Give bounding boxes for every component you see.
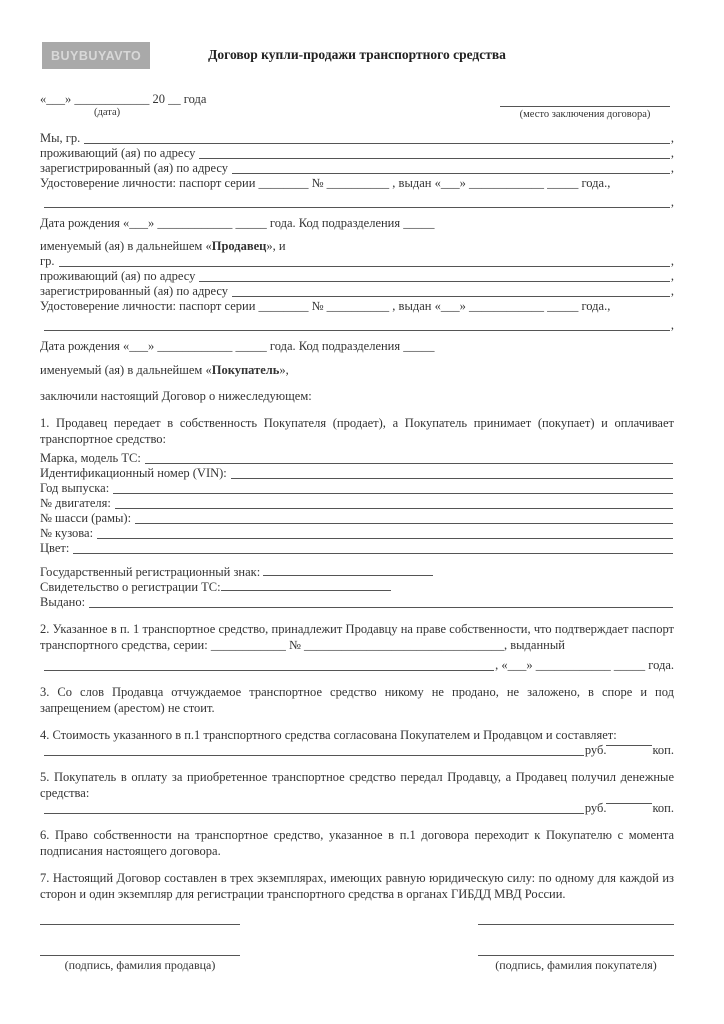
buyer-residing-row <box>40 269 674 284</box>
seller-residing-label: проживающий (ая) по адресу <box>40 146 196 160</box>
issued-label: Выдано: <box>40 595 86 609</box>
buyer-registered-label: зарегистрированный (ая) по адресу <box>40 284 229 298</box>
field-vin-blank <box>231 466 673 479</box>
registration-fields <box>40 565 674 610</box>
buyer-name-label: гр. <box>40 254 55 268</box>
buyer-signature-line-2 <box>478 955 674 956</box>
buyer-passport-line: Удостоверение личности: паспорт серии ________ № __________ , выдан «___» ____________ _____ года., <box>40 299 611 313</box>
document-header <box>40 42 674 74</box>
comma: , <box>670 161 674 175</box>
clause-6: 6. Право собственности на транспортное средство, указанное в п.1 договора переходит к Покупателю с момента подписания настоящего договора. <box>40 828 674 858</box>
buyer-named-prefix: именуемый (ая) в дальнейшем « <box>40 363 212 377</box>
field-make-model <box>40 451 674 466</box>
place-blank-line <box>500 94 670 107</box>
buyer-name-blank <box>59 254 670 267</box>
reg-cert-label: Свидетельство о регистрации ТС: <box>40 580 221 594</box>
buyer-birth-line: Дата рождения «___» ____________ _____ года. Код подразделения _____ <box>40 339 435 353</box>
seller-signature-block <box>40 924 240 973</box>
seller-residing-blank <box>199 146 669 159</box>
field-chassis-no-label: № шасси (рамы): <box>40 511 132 525</box>
seller-name-label: Мы, гр. <box>40 131 81 145</box>
buyer-named-line <box>40 363 674 378</box>
seller-passport-extra-row <box>40 195 674 210</box>
seller-registered-label: зарегистрированный (ая) по адресу <box>40 161 229 175</box>
seller-passport-line: Удостоверение личности: паспорт серии ________ № __________ , выдан «___» ____________ _____ года., <box>40 176 611 190</box>
preamble: заключили настоящий Договор о нижеследующем: <box>40 389 312 403</box>
field-chassis-no-blank <box>135 511 673 524</box>
clause-5-kopecks-blank <box>606 801 652 804</box>
clause-2-tail-text: , «___» ____________ _____ года. <box>495 658 674 672</box>
buyer-passport-extra-row <box>40 318 674 333</box>
comma: , <box>670 254 674 268</box>
comma: , <box>670 131 674 145</box>
field-vin-label: Идентификационный номер (VIN): <box>40 466 227 480</box>
clause-7: 7. Настоящий Договор составлен в трех экземплярах, имеющих равную юридическую силу: по одному для каждой из сторон и один экземпляр для регистрации транспортного средства в органах ГИБДД МВД России. <box>40 871 674 901</box>
buyer-signature-caption: (подпись, фамилия покупателя) <box>495 958 657 972</box>
field-make-model-blank <box>145 451 673 464</box>
buyer-registered-blank <box>232 284 670 297</box>
clause-4-kopecks-blank <box>606 743 652 746</box>
signatures-section <box>40 924 674 973</box>
buyer-residing-label: проживающий (ая) по адресу <box>40 269 196 283</box>
field-vin <box>40 466 674 481</box>
seller-registered-blank <box>232 161 670 174</box>
seller-signature-line-2 <box>40 955 240 956</box>
field-chassis-no <box>40 511 674 526</box>
field-body-no-label: № кузова: <box>40 526 94 540</box>
field-year-blank <box>113 481 673 494</box>
reg-plate-row <box>40 565 674 580</box>
buyer-named-suffix: », <box>279 363 289 377</box>
field-make-model-label: Марка, модель ТС: <box>40 451 141 465</box>
buyer-section <box>40 254 674 378</box>
comma: , <box>670 318 674 332</box>
issued-blank <box>89 595 673 608</box>
clause-3: 3. Со слов Продавца отчуждаемое транспортное средство никому не продано, не заложено, в споре и под запрещением (арестом) не стоит. <box>40 685 674 715</box>
date-block <box>40 92 206 121</box>
field-engine-no-blank <box>115 496 673 509</box>
comma: , <box>670 284 674 298</box>
seller-residing-row <box>40 146 674 161</box>
buyer-name-row <box>40 254 674 269</box>
issued-row <box>40 595 674 610</box>
seller-name-row <box>40 131 674 146</box>
clause-2-tail-blank <box>44 658 494 671</box>
clause-1: 1. Продавец передает в собственность Покупателя (продает), а Покупатель принимает (покупает) и оплачивает транспортное средство: <box>40 416 674 446</box>
clause-4-amount-row <box>40 743 674 758</box>
clause-2: 2. Указанное в п. 1 транспортное средство, принадлежит Продавцу на праве собственности, что подтверждает паспорт транспортного средства, серии: ____________ № ________________________________, выданный <box>40 622 674 652</box>
document-title: Договор купли-продажи транспортного средства <box>208 47 506 62</box>
clause-2-tail-row <box>40 658 674 673</box>
dateline-row <box>40 92 674 121</box>
clause-4: 4. Стоимость указанного в п.1 транспортного средства согласована Покупателем и Продавцом и составляет: <box>40 728 617 742</box>
field-engine-no-label: № двигателя: <box>40 496 111 510</box>
seller-name-blank <box>84 131 670 144</box>
clause-5-amount-blank <box>44 801 584 814</box>
vehicle-fields <box>40 451 674 556</box>
field-body-no-blank <box>97 526 673 539</box>
seller-named-suffix: », и <box>266 239 286 253</box>
kop-label: коп. <box>652 743 674 757</box>
rub-label: руб. <box>584 743 607 757</box>
buybuyavto-logo: BUYBUYAVTO <box>42 42 150 69</box>
field-color <box>40 541 674 556</box>
place-block <box>496 92 674 121</box>
field-year <box>40 481 674 496</box>
field-body-no <box>40 526 674 541</box>
seller-named-line <box>40 239 674 254</box>
field-engine-no <box>40 496 674 511</box>
buyer-signature-block <box>478 924 674 973</box>
field-year-label: Год выпуска: <box>40 481 110 495</box>
reg-cert-row <box>40 580 674 595</box>
comma: , <box>670 146 674 160</box>
seller-named-prefix: именуемый (ая) в дальнейшем « <box>40 239 212 253</box>
buyer-term: Покупатель <box>211 363 280 377</box>
place-caption: (место заключения договора) <box>519 109 651 120</box>
seller-signature-caption: (подпись, фамилия продавца) <box>64 958 216 972</box>
reg-cert-blank <box>221 588 391 591</box>
date-caption: (дата) <box>94 107 121 118</box>
clause-5-amount-row <box>40 801 674 816</box>
reg-plate-label: Государственный регистрационный знак: <box>40 565 261 579</box>
buyer-registered-row <box>40 284 674 299</box>
buyer-signature-line-1 <box>478 924 674 925</box>
clause-5: 5. Покупатель в оплату за приобретенное транспортное средство передал Продавцу, а Продавец получил денежные средства: <box>40 770 674 800</box>
seller-signature-line-1 <box>40 924 240 925</box>
field-color-blank <box>73 541 673 554</box>
comma: , <box>670 269 674 283</box>
seller-birth-line: Дата рождения «___» ____________ _____ года. Код подразделения _____ <box>40 216 435 230</box>
seller-passport-extra-blank <box>44 195 670 208</box>
field-color-label: Цвет: <box>40 541 70 555</box>
comma: , <box>670 195 674 209</box>
seller-registered-row <box>40 161 674 176</box>
rub-label: руб. <box>584 801 607 815</box>
seller-section <box>40 131 674 254</box>
clause-4-amount-blank <box>44 743 584 756</box>
kop-label: коп. <box>652 801 674 815</box>
seller-term: Продавец <box>211 239 267 253</box>
buyer-residing-blank <box>199 269 669 282</box>
reg-plate-blank <box>263 573 433 576</box>
buyer-passport-extra-blank <box>44 318 670 331</box>
date-blank-line: «___» ____________ 20 __ года <box>40 92 207 106</box>
